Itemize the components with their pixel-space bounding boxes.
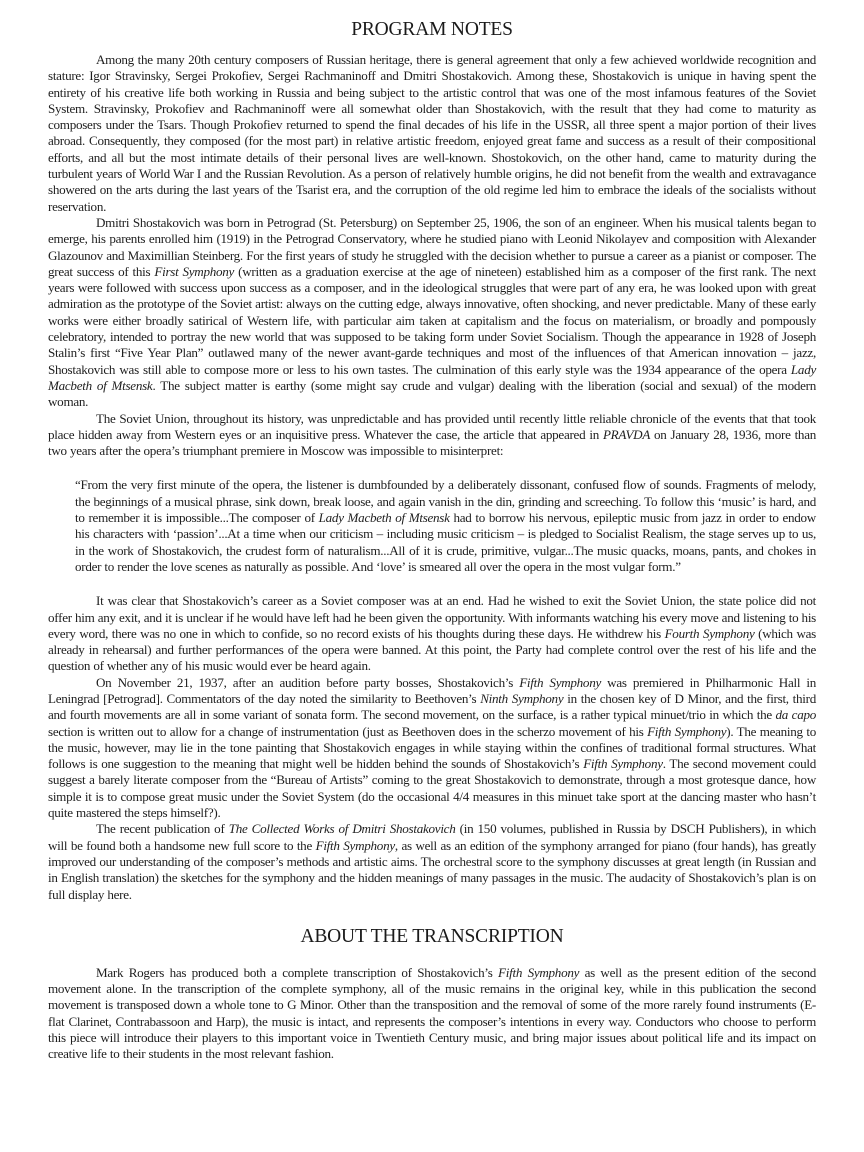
text-run: The Soviet Union, throughout its history, was unpredictable and has provided until recently little reliable chronicle of the events that that took place hidden away from Western eyes or an inquisitive press. Whatever the case, the article that appeared in: [48, 410, 816, 442]
document-page: [48, 18, 816, 1063]
paragraph-pravda-intro: [48, 411, 816, 460]
text-run: had to borrow his nervous, epileptic music from jazz in order to endow his characters with ‘passion’...At a time when our criticism – including music criticism – is pledged to Socialist Realism, the stage serves up to us, in the work of Shostakovich, the crudest form of naturalism...All of it is crude, primitive, vulgar...The music quacks, moans, pants, and chokes in order to render the love scenes as naturally as possible. And ‘love’ is smeared all over the opera in the most vulgar form.”: [75, 510, 816, 574]
paragraph-intro: Among the many 20th century composers of Russian heritage, there is general agreement that only a few achieved worldwide recognition and stature: Igor Stravinsky, Sergei Prokofiev, Sergei Rachmaninoff and Dmitri Shostakovich. Among these, Shostakovich is unique in having spent the entirety of his creative life both working in Russia and being subject to the artistic control that was one of the most infamous features of the Soviet System. Stravinsky, Prokofiev and Rachmaninoff were all somewhat older than Shostakovich, with the result that they had come to maturity as composers under the Tsars. Though Prokofiev returned to spend the final decades of his life in the USSR, all three spent a major portion of their lives abroad. Consequently, they composed (for the most part) in relative artistic freedom, enjoyed great fame and success as a result of their compositional efforts, and all but the most intimate details of their personal lives are well-known. Shostokovich, on the other hand, came to maturity during the turbulent years of World War I and the Russian Revolution. As a person of relatively humble origins, he did not benefit from the wealth and extravagance showered on the arts during the last years of the Tsarist era, and the corruption of the old regime led him to embrace the ideals of the socialists without reservation.: [48, 52, 816, 214]
heading-program-notes: PROGRAM NOTES: [351, 19, 513, 40]
block-quote-pravda: [75, 477, 816, 575]
text-run: Dmitri Shostakovich was born in Petrograd (St. Petersburg) on September 25, 1906, the son of an engineer. When his musical talents began to emerge, his parents enrolled him (1919) in the Petrograd Conservatory, where he studied piano with Leonid Nikolayev and composition with Alexander Glazounov and Maximillian Steinberg. For the first years of study he struggled with the decision whether to pursue a career as a pianist or composer. The great success of this: [48, 214, 816, 279]
work-title: Fifth Symphony: [583, 756, 663, 772]
work-title: Fifth Symphony: [647, 723, 727, 739]
work-title: Fifth Symphony: [519, 674, 601, 690]
text-run: (which was already in rehearsal) and further performances of the opera were banned. At this point, the Party had complete control over the rest of his life and the question of whether any of his music would ever be heard again.: [48, 625, 816, 674]
text-run: “From the very first minute of the opera, the listener is dumbfounded by a deliberately dissonant, confused flow of sounds. Fragments of melody, the beginnings of a musical phrase, sink down, break loose, and again vanish in the din, grinding and screeching. To follow this ‘music’ is hard, and to remember it is impossible...The composer of: [75, 477, 816, 526]
text-run: ). The meaning to the music, however, may lie in the tone painting that Shostakovich engages in while staying within the confines of traditional formal structures. What follows is one suggestion to the meaning that might well be hidden behind the sounds of Shostakovich’s: [48, 723, 817, 772]
heading-about-transcription: ABOUT THE TRANSCRIPTION: [300, 925, 564, 947]
text-run: was premiered in Philharmonic Hall in Leningrad [Petrograd]. Commentators of the day noted the similarity to Beethoven’s: [48, 674, 816, 706]
text-run: (in 150 volumes, published in Russia by DSCH Publishers), in which will be found both a handsome new full score to the: [48, 821, 816, 853]
paragraph-career-end: [48, 593, 816, 674]
text-run: Mark Rogers has produced both a complete transcription of Shostakovich’s: [96, 964, 499, 980]
musical-term: da capo: [775, 707, 817, 723]
paragraph-collected-works: [48, 821, 816, 902]
work-title: Fifth Symphony: [498, 964, 580, 980]
text-run: as well as the present edition of the second movement alone. In the transcription of the complete symphony, all of the music remains in the original key, while in this publication the second movement is transposed down a whole tone to G Minor. Other than the transposition and the removal of some of the more rarely found instruments (E-flat Clarinet, Contrabassoon and Harp), the music is intact, and represents the composer’s intentions in every way. Conductors who choose to perform this piece will introduce their players to this important voice in Twentieth Century music, and bring major issues about political life and its impact on creative life to their students in the most relevant fashion.: [48, 964, 816, 1062]
text-run: The recent publication of: [96, 821, 229, 837]
text-run: in the chosen key of D Minor, and the first, third and fourth movements are all in some variant of sonata form. The second movement, on the surface, is a rather typical minuet/trio in which the: [48, 690, 816, 723]
text-run: , as well as an edition of the symphony arranged for piano (four hands), has greatly improved our understanding of the composer’s methods and artistic aims. The orchestral score to the symphony discusses at great length (in Russian and in English translation) the sketches for the symphony and the hidden meanings of many passages in the music. The audacity of Shostakovich’s plan is on full display here.: [48, 837, 816, 902]
work-title: Fifth Symphony: [315, 837, 395, 853]
text-run: (written as a graduation exercise at the age of nineteen) established him as a composer of the first rank. The next years were followed with success upon success as a composer, and in the ideological struggles that were part of any era, he was looked upon with great admiration as the prototype of the Soviet artist: always on the cutting edge, always innovative, often shocking, and never predictable. Many of these early works were either broadly satirical of Western life, with particular aim taken at capitalism and the focus on materialism, or broadly and pompously celebratory, intended to portray the new world that was supposed to be taking form under Soviet Socialism. Though the appearance in 1928 of Joseph Stalin’s first “Five Year Plan” outlawed many of the newer avant-garde techniques and most of the influences of that American innovation – jazz, Shostakovich was still able to compose more or less to his own tastes. The culmination of this early style was the 1934 appearance of the opera: [48, 263, 816, 377]
text-run: section is written out to allow for a change of instrumentation (just as Beethoven does in the scherzo movement of his: [48, 723, 648, 739]
work-title: Ninth Symphony: [480, 690, 564, 706]
text-run: on January 28, 1936, more than two years after the opera’s triumphant premiere in Moscow was impossible to misinterpret:: [48, 426, 816, 459]
text-run: . The subject matter is earthy (some might say crude and vulgar) dealing with the liberation (social and sexual) of the modern woman.: [48, 377, 816, 410]
paragraph-transcription: [48, 965, 816, 1063]
text-run: It was clear that Shostakovich’s career as a Soviet composer was at an end. Had he wished to exit the Soviet Union, the state police did not offer him any exit, and it is unclear if he would have left had he been given the opportunity. With informants watching his every move and listening to his every word, there was no one in which to confide, so no record exists of his thoughts during these days. He withdrew his: [48, 593, 816, 641]
work-title: First Symphony: [154, 263, 235, 279]
paragraph-biography: [48, 215, 816, 411]
text-run: . The second movement could suggest a barely literate composer from the “Bureau of Artists” coming to the great Shostakovich to demonstrate, through a most grotesque dance, how simple it is to compose great music under the Soviet System (do the occasional 4/4 measures in this minuet take sport at the dancing master who hasn’t quite mastered the steps himself?).: [48, 756, 816, 821]
work-title: The Collected Works of Dmitri Shostakovich: [228, 821, 456, 837]
work-title: Fourth Symphony: [664, 625, 755, 641]
work-title: Lady Macbeth of Mtsensk: [318, 510, 450, 526]
paragraph-fifth-symphony: [48, 675, 816, 822]
text-run: On November 21, 1937, after an audition before party bosses, Shostakovich’s: [96, 674, 520, 690]
publication-title: PRAVDA: [602, 426, 651, 442]
work-title: Lady Macbeth of Mtsensk: [48, 361, 816, 393]
